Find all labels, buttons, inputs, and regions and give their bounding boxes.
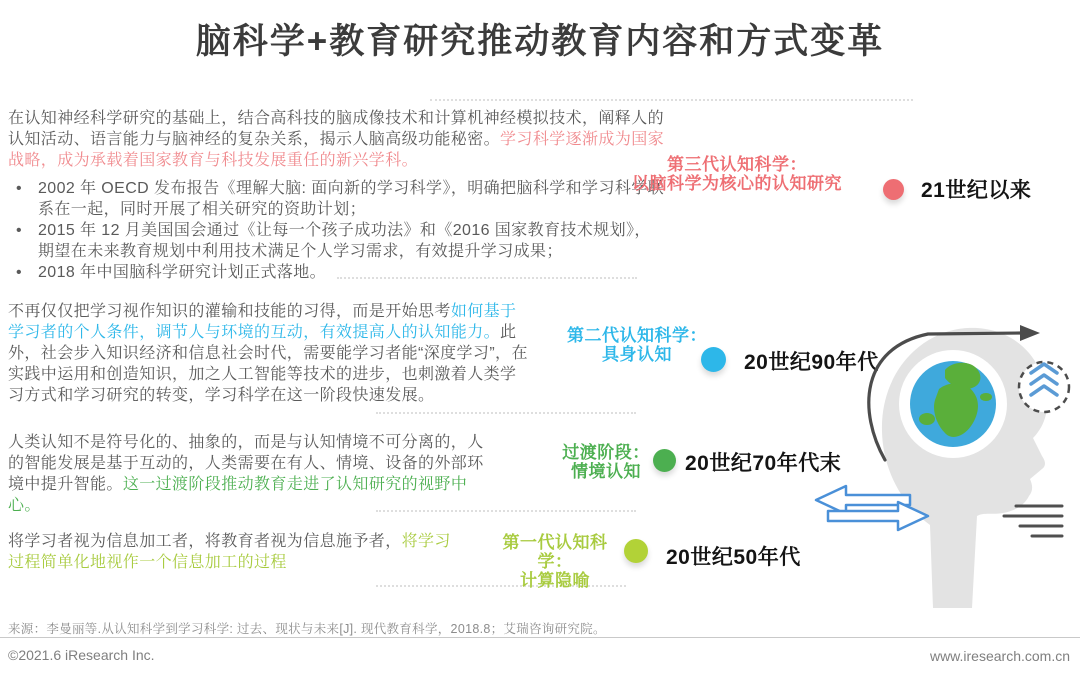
globe-icon — [910, 361, 996, 447]
section-embodied-cognition — [8, 301, 530, 406]
bullet-list — [8, 178, 666, 283]
footer-divider — [0, 637, 1080, 638]
timeline-period-gen3: 21世纪以来 — [921, 179, 1032, 202]
body-paragraph: 不再仅仅把学习视作知识的灌输和技能的习得，而是开始思考如何基于学习者的个人条件，调节人与环境的互动，有效提高人的认知能力。此外，社会步入知识经济和信息社会时代，需要能学习者能“深度学习”，在实践中运用和创造知识，加之人工智能等技术的进步，也刺激着人类学习方式和学习研究的转变，学习科学在这一阶段快速发展。 — [8, 303, 528, 404]
bullet-item: • 2015 年 12 月美国国会通过《让每一个孩子成功法》和《2016 国家教育技术规划》，期望在未来教育规划中利用技术满足个人学习需求，有效提升学习成果； — [8, 220, 666, 262]
section-situated-cognition — [8, 432, 488, 516]
timeline-label-transition: 过渡阶段： 情境认知 — [562, 443, 650, 481]
page-title: 脑科学+教育研究推动教育内容和方式变革 — [195, 22, 885, 61]
timeline-label-gen1: 第一代认知科学： 计算隐喻 — [502, 533, 608, 590]
bullet-item: • 2018 年中国脑科学研究计划正式落地。 — [8, 262, 666, 283]
timeline-dot-gen3 — [883, 179, 904, 200]
timeline-dot-gen1 — [624, 539, 648, 563]
upward-chevrons-icon — [1019, 362, 1069, 412]
timeline-label-gen2: 第二代认知科学： 具身认知 — [567, 326, 707, 364]
section-computational-metaphor — [8, 531, 452, 573]
website-url: www.iresearch.com.cn — [929, 648, 1070, 664]
body-paragraph: 在认知神经科学研究的基础上，结合高科技的脑成像技术和计算机神经模拟技术，阐释人的认知活动、语言能力与脑神经的复杂关系，揭示人脑高级功能秘密。学习科学逐渐成为国家战略，成为承载着国家教育与科技发展重任的新兴学科。 — [8, 110, 665, 169]
section-brain-science — [8, 108, 666, 283]
dotted-separator — [376, 412, 636, 414]
copyright-text: ©2021.6 iResearch Inc. — [8, 647, 155, 663]
dotted-separator — [430, 99, 913, 101]
source-note: 来源：李曼丽等.从认知科学到学习科学: 过去、现状与未来[J]. 现代教育科学，2018.8；艾瑞咨询研究院。 — [8, 622, 606, 636]
timeline-dot-gen2 — [701, 347, 726, 372]
timeline-dot-transition — [653, 449, 676, 472]
body-paragraph: 将学习者视为信息加工者，将教育者视为信息施予者，将学习过程简单化地视作一个信息加工的过程 — [8, 533, 451, 571]
timeline-period-gen1: 20世纪50年代 — [666, 546, 801, 569]
text-lines-icon — [1004, 506, 1062, 536]
bullet-item: • 2002 年 OECD 发布报告《理解大脑: 面向新的学习科学》，明确把脑科学和学习科学联系在一起，同时开展了相关研究的资助计划； — [8, 178, 666, 220]
timeline-period-gen2: 20世纪90年代 — [744, 351, 879, 374]
timeline-label-gen3: 第三代认知科学： 以脑科学为核心的认知研究 — [632, 155, 842, 193]
body-paragraph: 人类认知不是符号化的、抽象的，而是与认知情境不可分离的，人的智能发展是基于互动的，人类需要在有人、情境、设备的外部环境中提升智能。这一过渡阶段推动教育走进了认知研究的视野中心。 — [8, 434, 484, 514]
head-illustration — [800, 300, 1080, 610]
timeline-period-transition: 20世纪70年代末 — [685, 452, 842, 475]
